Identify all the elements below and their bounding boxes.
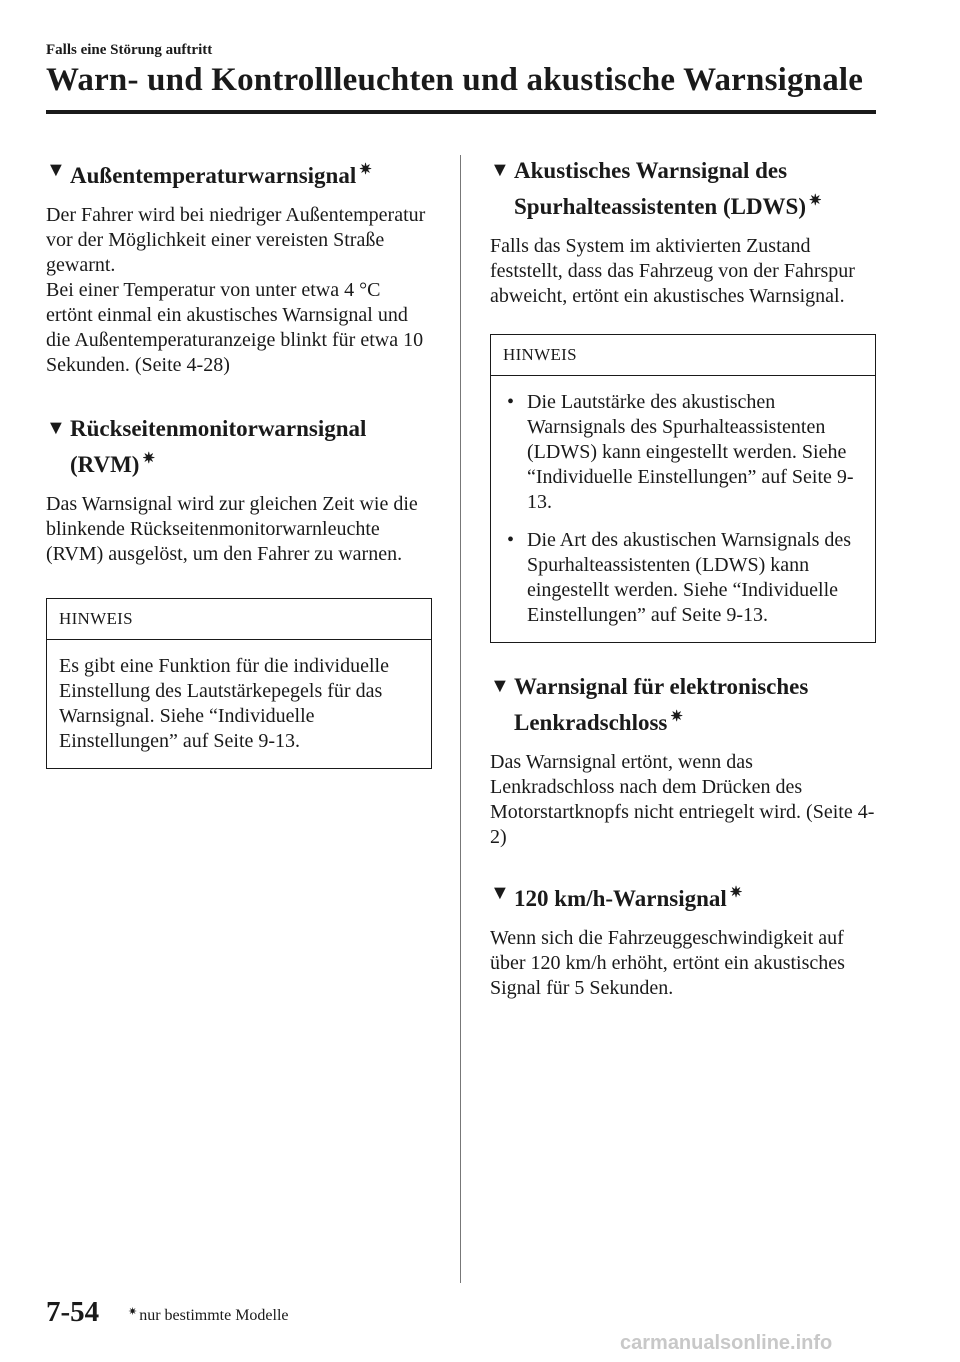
section-title: Spurhalteassistenten (LDWS): [514, 194, 807, 219]
list-item-text: Die Art des akustischen Warnsignals des Spurhalteassistenten (LDWS) kann eingestellt werden. Siehe “Individuelle Einstellungen” auf Seite 9-13.: [527, 529, 852, 626]
list-item: [503, 528, 863, 628]
section-title: Lenkradschloss: [514, 710, 668, 735]
footnote: [128, 1305, 289, 1325]
section-heading-speed-warning: [490, 878, 876, 914]
paragraph-text: Bei einer Temperatur von unter etwa 4 °C ertönt einmal ein akustisches Warnsignal und die Außentemperaturanzeige blinkt für etwa 10 Sekunden. (Seite 4-28): [46, 279, 424, 376]
paragraph: Das Warnsignal ertönt, wenn das Lenkradschloss nach dem Drücken des Motorstartknopfs nicht entriegelt wird. (Seite 4-2): [490, 751, 875, 848]
page-title: Warn- und Kontrollleuchten und akustische Warnsignale: [46, 62, 864, 98]
section-title: Außentemperaturwarnsignal: [70, 163, 357, 188]
triangle-icon: ▼: [490, 675, 510, 697]
watermark: carmanualsonline.info: [620, 1332, 833, 1354]
star-icon: ✷: [359, 162, 372, 178]
note-box: [490, 334, 876, 643]
section-title: Rückseitenmonitorwarnsignal: [70, 416, 367, 441]
section-heading-ldws: [490, 155, 876, 222]
section-title: 120 km/h-Warnsignal: [514, 886, 727, 911]
triangle-icon: ▼: [490, 159, 510, 181]
section-title: (RVM): [70, 452, 140, 477]
note-text: [491, 376, 875, 642]
star-icon: ✷: [729, 885, 743, 901]
paragraph: Wenn sich die Fahrzeuggeschwindigkeit auf über 120 km/h erhöht, ertönt ein akustisches Signal für 5 Sekunden.: [490, 927, 845, 999]
section-heading-rvm: [46, 413, 432, 480]
paragraph-text: Der Fahrer wird bei niedriger Außentemperatur vor der Möglichkeit einer vereisten Straße gewarnt.: [46, 204, 426, 276]
section-heading-outside-temp: [46, 155, 432, 191]
triangle-icon: ▼: [490, 882, 510, 904]
star-icon: ✷: [809, 193, 822, 209]
chapter-label: Falls eine Störung auftritt: [46, 42, 213, 58]
section-title: Warnsignal für elektronisches: [514, 674, 809, 699]
paragraph: Das Warnsignal wird zur gleichen Zeit wie die blinkende Rückseitenmonitorwarnleuchte (RVM) ausgelöst, um den Fahrer zu warnen.: [46, 493, 418, 565]
left-column: [46, 155, 432, 769]
star-icon: ✷: [128, 1306, 138, 1318]
section-title: Akustisches Warnsignal des: [514, 158, 788, 183]
note-text: Es gibt eine Funktion für die individuelle Einstellung des Lautstärkepegels für das Warnsignal. Siehe “Individuelle Einstellungen” auf Seite 9-13.: [59, 655, 389, 752]
triangle-icon: ▼: [46, 417, 66, 439]
star-icon: ✷: [670, 709, 683, 725]
right-column: [490, 155, 876, 1001]
page-number: 7-54: [46, 1296, 100, 1328]
header-rule: [46, 110, 876, 114]
star-icon: ✷: [142, 451, 156, 467]
column-divider: [460, 155, 461, 1283]
bullet-icon: •: [507, 391, 515, 413]
list-item-text: Die Lautstärke des akustischen Warnsignals des Spurhalteassistenten (LDWS) kann eingestellt werden. Siehe “Individuelle Einstellungen” auf Seite 9-13.: [527, 391, 854, 513]
paragraph: Falls das System im aktivierten Zustand feststellt, dass das Fahrzeug von der Fahrspur abweicht, ertönt ein akustisches Warnsignal.: [490, 235, 855, 307]
note-heading: HINWEIS: [491, 335, 875, 376]
note-box: [46, 598, 432, 769]
bullet-icon: •: [507, 529, 515, 551]
paragraph: [46, 203, 432, 378]
note-heading: HINWEIS: [47, 599, 431, 640]
footnote-text: nur bestimmte Modelle: [139, 1307, 289, 1324]
list-item: [503, 390, 863, 515]
section-heading-steering-lock: [490, 671, 876, 738]
triangle-icon: ▼: [46, 159, 66, 181]
